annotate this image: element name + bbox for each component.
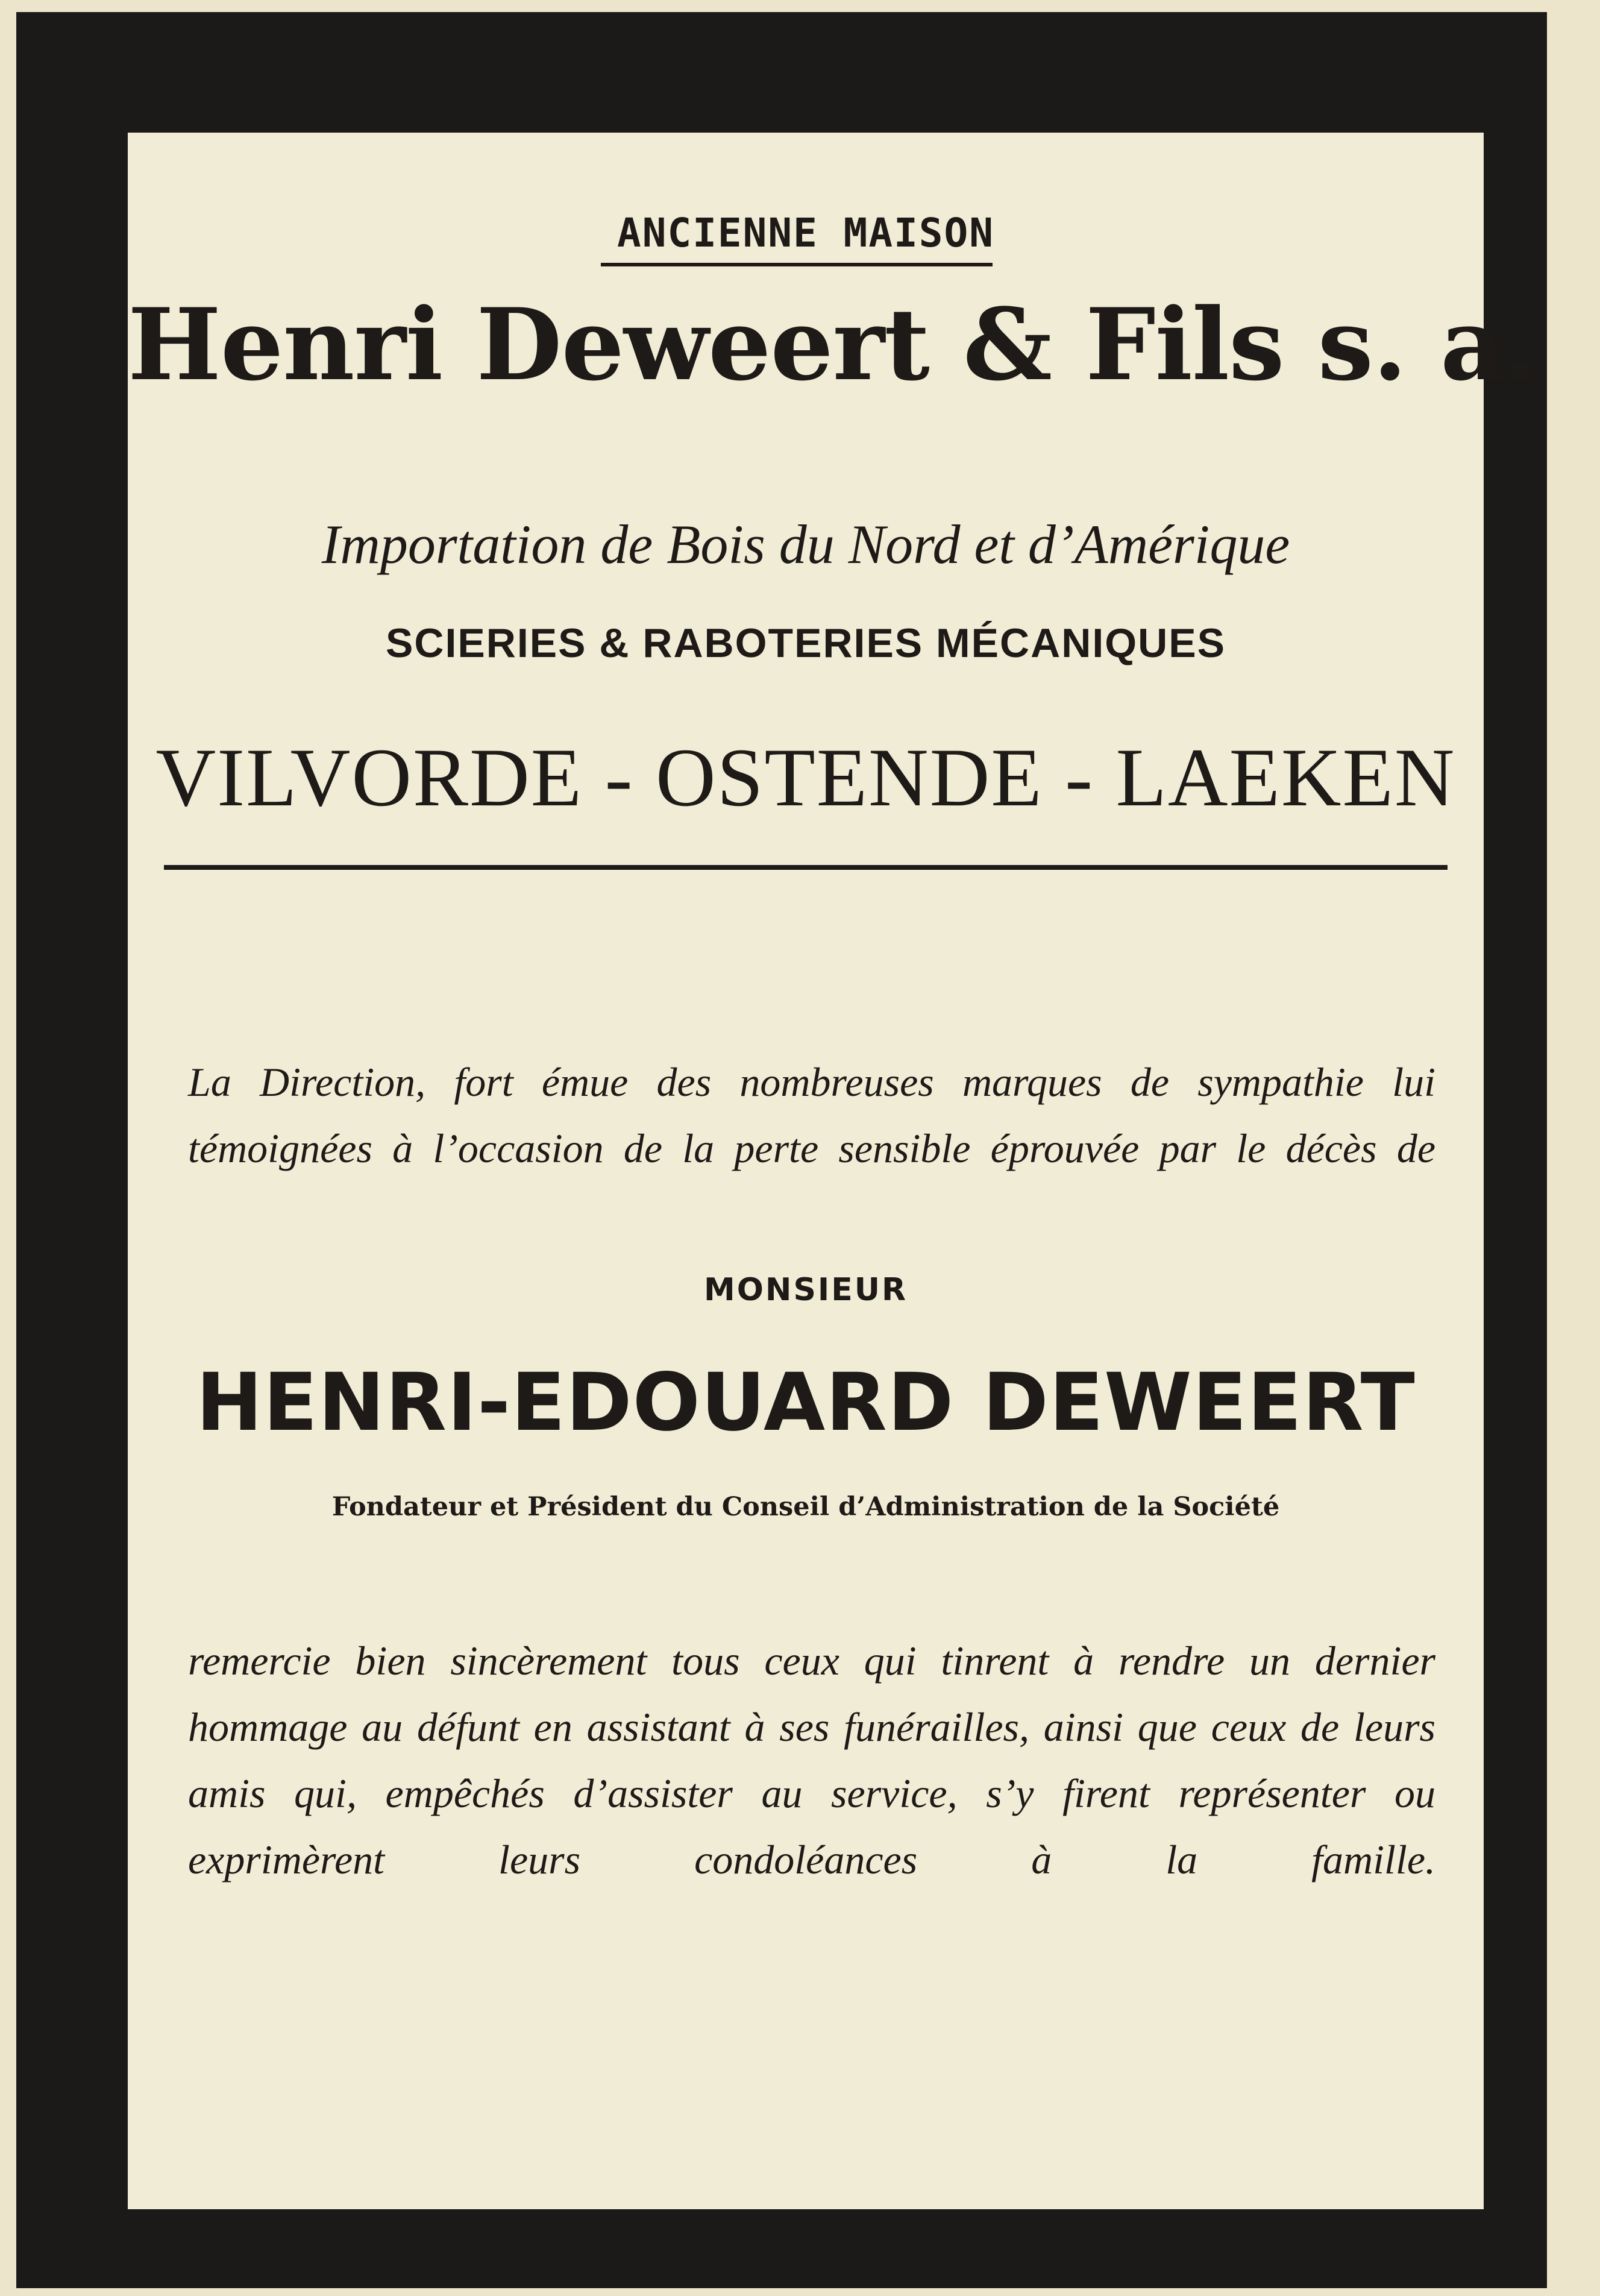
closing-paragraph: remercie bien sincèrement tous ceux qui tinrent à rendre un dernier hommage au défunt en assistant à ses funérailles, ainsi que ceux de leurs amis qui, empêchés d’assister au service, s’y firent représenter ou exprimèrent leurs condoléances à la famille.	[188, 1638, 1435, 1882]
deceased-name: HENRI-EDOUARD DEWEERT	[196, 1356, 1416, 1449]
company-mills: SCIERIES & RABOTERIES MÉCANIQUES	[386, 620, 1226, 666]
company-tagline: Importation de Bois du Nord et d’Amérique	[321, 514, 1290, 575]
mourning-border	[16, 12, 1547, 2288]
opening-paragraph: La Direction, fort émue des nombreuses marques de sympathie lui témoignées à l’occasion de la perte sensible éprouvée par le décès de	[188, 1059, 1435, 1171]
company-cities: VILVORDE - OSTENDE - LAEKEN	[155, 731, 1456, 823]
kicker-heading: ANCIENNE MAISON	[616, 210, 995, 256]
section-divider	[164, 865, 1448, 870]
deceased-title: Fondateur et Président du Conseil d’Administration de la Société	[331, 1492, 1280, 1522]
notice-panel	[128, 133, 1538, 2209]
kicker-underline	[601, 263, 993, 266]
honorific: MONSIEUR	[703, 1272, 908, 1308]
company-name: Henri Deweert & Fils s. a.	[128, 286, 1538, 403]
